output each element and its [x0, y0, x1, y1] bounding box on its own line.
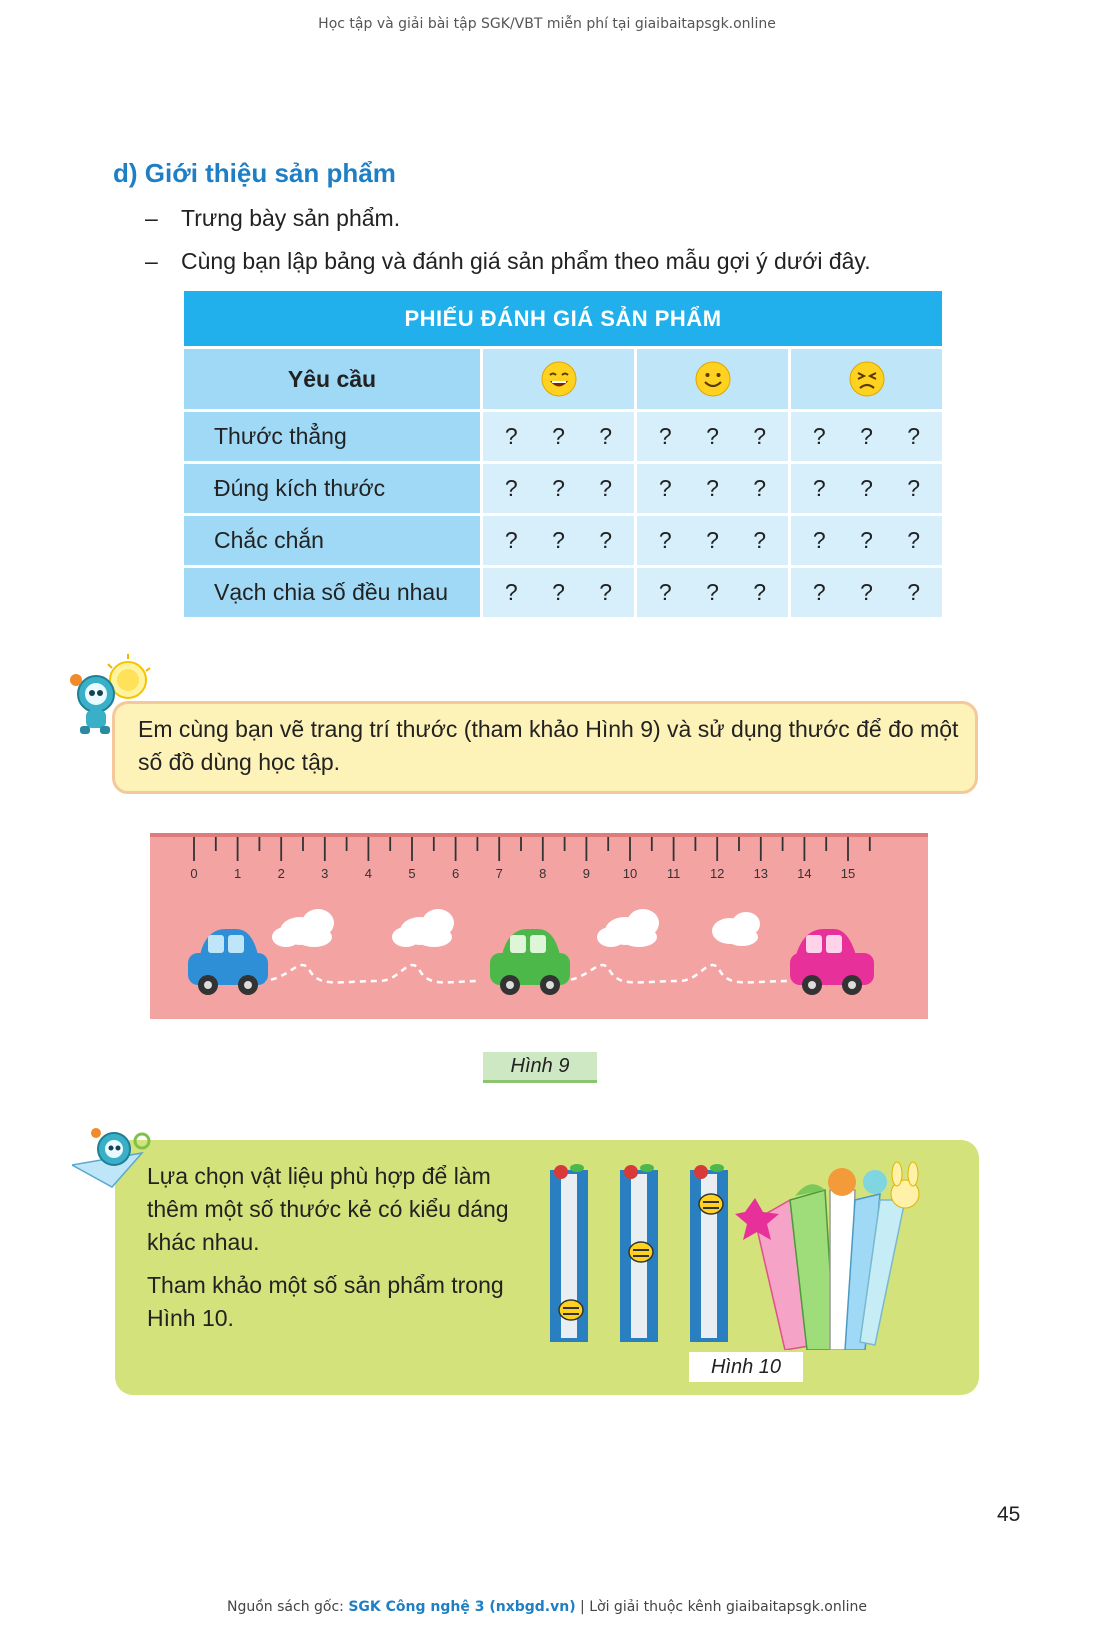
- smiling-face-icon: [695, 361, 731, 397]
- ruler-number: 2: [277, 866, 285, 881]
- row-value: ? ? ?: [637, 568, 788, 617]
- row-value: ? ? ?: [637, 516, 788, 565]
- top-banner: Học tập và giải bài tập SGK/VBT miễn phí tại giaibaitapsgk.online: [318, 16, 776, 32]
- section-heading: d) Giới thiệu sản phẩm: [113, 158, 396, 188]
- ruler-number: 9: [582, 866, 591, 881]
- ruler-number: 5: [408, 866, 416, 881]
- bullet-text: Cùng bạn lập bảng và đánh giá sản phẩm theo mẫu gợi ý dưới đây.: [181, 248, 871, 274]
- table-row: [184, 412, 942, 461]
- ruler-number: 13: [753, 866, 769, 881]
- ruler-number: 15: [840, 866, 856, 881]
- bullet-item: [145, 248, 871, 275]
- ruler-number: 0: [190, 866, 198, 881]
- footer-prefix: Nguồn sách gốc:: [227, 1599, 349, 1615]
- row-value: ? ? ?: [791, 464, 942, 513]
- table-row: [184, 516, 942, 565]
- footer-suffix: | Lời giải thuộc kênh giaibaitapsgk.online: [575, 1599, 867, 1615]
- ruler-number: 10: [622, 866, 638, 881]
- row-value: ? ? ?: [637, 464, 788, 513]
- header-sad: [791, 349, 942, 409]
- row-value: ? ? ?: [791, 516, 942, 565]
- bee-bookmark-ruler: [550, 1164, 588, 1342]
- activity-paragraph: Tham khảo một số sản phẩm trong Hình 10.: [147, 1272, 504, 1331]
- row-label: Vạch chia số đều nhau: [184, 568, 480, 617]
- bullet-text: Trưng bày sản phẩm.: [181, 205, 401, 231]
- activity-text: [147, 1160, 532, 1345]
- row-label: Đúng kích thước: [184, 464, 480, 513]
- ruler-number: 8: [539, 866, 547, 881]
- figure-10-caption: Hình 10: [689, 1352, 803, 1382]
- table-header-row: [184, 349, 942, 409]
- footer-source-link[interactable]: SGK Công nghệ 3 (nxbgd.vn): [348, 1599, 576, 1615]
- page-number: 45: [997, 1503, 1021, 1526]
- ruler-number: 4: [364, 866, 373, 881]
- header-smiling: [637, 349, 788, 409]
- row-value: ? ? ?: [791, 412, 942, 461]
- ruler-number: 12: [709, 866, 725, 881]
- laughing-face-icon: [541, 361, 577, 397]
- row-value: ? ? ?: [483, 412, 634, 461]
- row-value: ? ? ?: [483, 568, 634, 617]
- row-value: ? ? ?: [637, 412, 788, 461]
- bullet-item: [145, 205, 400, 232]
- bullet-dash: –: [145, 248, 158, 274]
- row-label: Chắc chắn: [184, 516, 480, 565]
- row-label: Thước thẳng: [184, 412, 480, 461]
- activity-paragraph: Lựa chọn vật liệu phù hợp để làm thêm một số thước kẻ có kiểu dáng khác nhau.: [147, 1163, 509, 1255]
- table-title: PHIẾU ĐÁNH GIÁ SẢN PHẨM: [184, 291, 942, 346]
- callout-text: Em cùng bạn vẽ trang trí thước (tham khảo Hình 9) và sử dụng thước để đo một số đồ dùng học tập.: [138, 716, 959, 775]
- ruler-number: 1: [233, 866, 242, 881]
- ruler-number: 14: [797, 866, 812, 881]
- figure-9-caption: Hình 9: [483, 1052, 597, 1083]
- bee-bookmark-ruler: [620, 1164, 658, 1342]
- header-requirement: Yêu cầu: [184, 349, 480, 409]
- bullet-dash: –: [145, 205, 158, 231]
- ruler-number: 11: [666, 866, 681, 881]
- row-value: ? ? ?: [483, 516, 634, 565]
- table-row: [184, 568, 942, 617]
- row-value: ? ? ?: [483, 464, 634, 513]
- evaluation-table: [184, 291, 942, 617]
- animal-rulers-fan: [735, 1162, 919, 1350]
- decorated-ruler-figure: [150, 833, 928, 1019]
- footer: [0, 1599, 1094, 1615]
- ruler-number: 3: [321, 866, 329, 881]
- sad-face-icon: [849, 361, 885, 397]
- bee-bookmark-ruler: [690, 1164, 728, 1342]
- ruler-number: 7: [495, 866, 503, 881]
- ruler-number: 6: [451, 866, 460, 881]
- table-row: [184, 464, 942, 513]
- row-value: ? ? ?: [791, 568, 942, 617]
- bookmark-rulers-figure: [545, 1160, 970, 1350]
- header-laughing: [483, 349, 634, 409]
